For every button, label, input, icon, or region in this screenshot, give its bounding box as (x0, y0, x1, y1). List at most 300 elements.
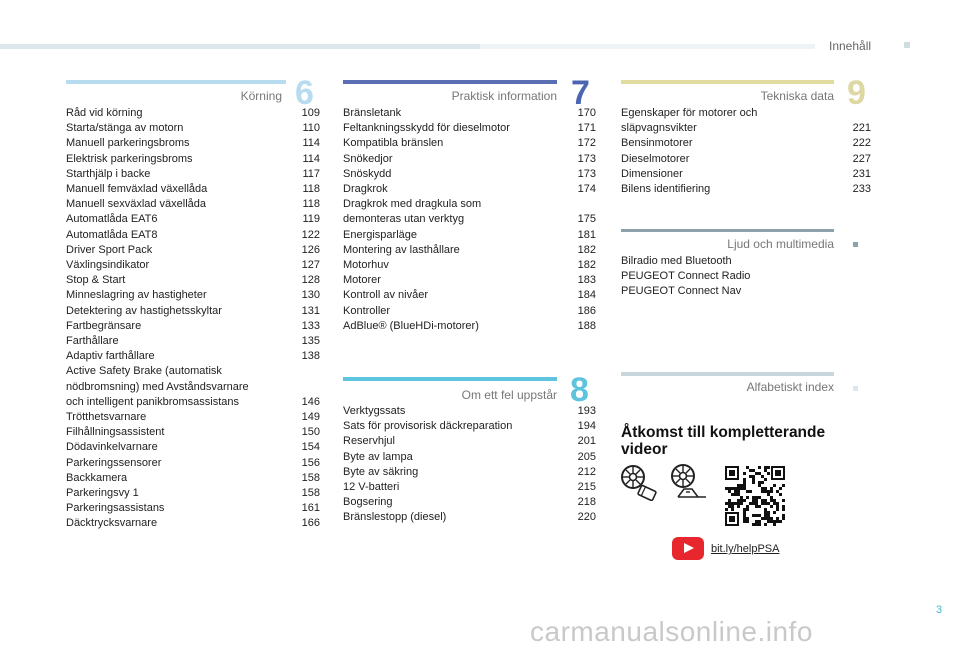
qr-module (767, 517, 770, 520)
qr-module (767, 472, 770, 475)
qr-module (767, 520, 770, 523)
qr-module (752, 499, 755, 502)
toc-entry-title: Motorer (343, 274, 381, 287)
toc-entry-title: Manuell parkeringsbroms (66, 137, 190, 150)
qr-module (737, 499, 740, 502)
toc-entry[interactable] (66, 288, 320, 303)
toc-entry[interactable] (343, 258, 596, 273)
toc-entry-page: 109 (301, 107, 320, 119)
qr-module (776, 520, 779, 523)
qr-module (743, 472, 746, 475)
section-title-index: Alfabetiskt index (746, 380, 834, 394)
toc-entry-page: 173 (577, 152, 596, 165)
qr-module (746, 517, 749, 520)
qr-module (749, 475, 752, 478)
toc-entry[interactable] (343, 106, 596, 121)
toc-entry[interactable] (66, 273, 320, 288)
qr-module (755, 502, 758, 505)
toc-entry-title: Automatlåda EAT6 (66, 213, 158, 226)
toc-entry-title: Dimensioner (621, 167, 683, 180)
toc-entry-page: 212 (577, 465, 596, 478)
qr-module (764, 499, 767, 502)
toc-entry-title: Dieselmotorer (621, 152, 690, 165)
toc-list-praktisk (343, 106, 596, 334)
toc-entry-page: 221 (852, 122, 871, 135)
qr-module (773, 511, 776, 514)
section-title-6: Körning (240, 89, 282, 103)
toc-entry-page: 182 (577, 259, 596, 272)
qr-module (776, 490, 779, 493)
toc-entry-title: Sats för provisorisk däckreparation (343, 420, 513, 433)
qr-module (749, 490, 752, 493)
qr-module (746, 496, 749, 499)
qr-module (743, 520, 746, 523)
toc-entry-title: Farthållare (66, 335, 119, 348)
qr-module (764, 490, 767, 493)
toc-entry-title: Snökedjor (343, 152, 393, 165)
qr-module (767, 511, 770, 514)
qr-module (737, 502, 740, 505)
toc-entry[interactable] (66, 471, 320, 486)
qr-module (773, 499, 776, 502)
toc-entry[interactable] (66, 258, 320, 273)
qr-module (746, 466, 749, 469)
qr-module (782, 508, 785, 511)
toc-entry-page: 233 (852, 183, 871, 196)
qr-module (761, 499, 764, 502)
toc-entry[interactable] (66, 364, 320, 410)
qr-module (764, 469, 767, 472)
toc-entry-title: Automatlåda EAT8 (66, 228, 158, 241)
qr-module (773, 502, 776, 505)
toc-entry-title: Bränsletank (343, 107, 402, 119)
qr-module (782, 514, 785, 517)
qr-module (761, 517, 764, 520)
qr-module (752, 502, 755, 505)
section-number-7: 7 (571, 74, 590, 112)
toc-entry[interactable] (66, 440, 320, 455)
toc-entry-page: 131 (301, 304, 320, 317)
toc-entry-page: 205 (577, 450, 596, 463)
toc-entry-page: 182 (577, 243, 596, 256)
qr-module (755, 520, 758, 523)
qr-module (746, 520, 749, 523)
qr-module (746, 505, 749, 508)
qr-module (773, 523, 776, 526)
toc-entry-page: 194 (577, 420, 596, 433)
toc-entry-title: Bogsering (343, 496, 393, 509)
toc-entry-title: Stop & Start (66, 274, 126, 287)
toc-entry[interactable] (66, 304, 320, 319)
qr-module (758, 481, 761, 484)
toc-entry-page: 122 (301, 228, 320, 241)
qr-module (743, 481, 746, 484)
toc-list-korning (66, 106, 320, 532)
toc-entry-title: Manuell femväxlad växellåda (66, 183, 208, 196)
wheel-tool-icon (621, 463, 657, 506)
toc-entry[interactable] (343, 243, 596, 258)
toc-entry-title: Dragkrok med dragkula som demonteras utan verktyg (343, 198, 482, 226)
toc-entry[interactable] (621, 152, 871, 167)
section-bar-multimedia (621, 229, 834, 232)
qr-module (770, 517, 773, 520)
toc-entry-title: Egenskaper för motorer och släpvagnsvikter (621, 107, 758, 135)
qr-module (767, 466, 770, 469)
qr-module (746, 490, 749, 493)
toc-entry[interactable] (66, 212, 320, 227)
toc-entry-title: Starthjälp i backe (66, 167, 151, 180)
qr-module (740, 487, 743, 490)
toc-entry[interactable] (343, 465, 596, 480)
qr-module (752, 514, 755, 517)
qr-module (779, 520, 782, 523)
toc-entry-title: Motorhuv (343, 259, 389, 272)
qr-module (764, 514, 767, 517)
toc-entry-page: 173 (577, 167, 596, 180)
toc-entry-page: 186 (577, 304, 596, 317)
section-number-8: 8 (570, 371, 589, 409)
toc-entry-title: Filhållningsassistent (66, 426, 165, 439)
toc-entry-page: 172 (577, 137, 596, 150)
section-bar-7 (343, 80, 557, 84)
qr-module (743, 517, 746, 520)
toc-list-tekniska (621, 106, 871, 197)
qr-module (728, 505, 731, 508)
qr-module (758, 472, 761, 475)
qr-code[interactable] (725, 466, 785, 526)
toc-entry-page: 183 (577, 274, 596, 287)
section-bar-9 (621, 80, 834, 84)
qr-module (770, 496, 773, 499)
section-title-9: Tekniska data (760, 89, 834, 103)
toc-entry[interactable] (343, 495, 596, 510)
toc-entry-page: 149 (301, 411, 320, 424)
youtube-icon[interactable] (672, 537, 704, 560)
qr-module (773, 520, 776, 523)
toc-entry-page: 181 (577, 228, 596, 241)
qr-module (752, 496, 755, 499)
toc-entry-page: 174 (577, 183, 596, 196)
qr-module (752, 469, 755, 472)
toc-entry-title: Bränslestopp (diesel) (343, 511, 447, 524)
toc-entry-title: Byte av lampa (343, 450, 413, 463)
qr-module (734, 490, 737, 493)
qr-module (737, 505, 740, 508)
toc-entry-title: Råd vid körning (66, 107, 143, 119)
toc-entry-title: Manuell sexväxlad växellåda (66, 198, 207, 211)
toc-entry[interactable] (621, 182, 871, 197)
qr-module (758, 514, 761, 517)
section-number-9: 9 (847, 74, 866, 112)
qr-module (728, 490, 731, 493)
qr-module (740, 496, 743, 499)
toc-entry-page: 138 (301, 350, 320, 363)
qr-module (755, 499, 758, 502)
qr-module (767, 502, 770, 505)
qr-module (755, 505, 758, 508)
toc-entry[interactable] (343, 273, 596, 288)
qr-module (731, 508, 734, 511)
toc-entry[interactable] (66, 516, 320, 531)
toc-entry-page: 146 (301, 395, 320, 408)
toc-entry-title: Växlingsindikator (66, 259, 150, 272)
toc-entry[interactable] (343, 434, 596, 449)
qr-module (776, 508, 779, 511)
video-heading: Åtkomst till kompletterande videor (621, 424, 826, 458)
qr-module (734, 502, 737, 505)
section-bar-8 (343, 377, 557, 381)
multimedia-marker (853, 242, 858, 247)
qr-module (737, 484, 740, 487)
qr-module (764, 487, 767, 490)
qr-module (764, 466, 767, 469)
qr-module (776, 505, 779, 508)
toc-list-fel (343, 404, 596, 526)
toc-entry-title: PEUGEOT Connect Radio (621, 270, 751, 283)
section-title-8: Om ett fel uppstår (461, 388, 557, 402)
qr-module (743, 511, 746, 514)
toc-entry[interactable] (66, 243, 320, 258)
toc-entry-page: 156 (301, 456, 320, 469)
qr-module (764, 517, 767, 520)
qr-module (728, 499, 731, 502)
toc-entry[interactable] (66, 425, 320, 440)
toc-entry[interactable] (343, 510, 596, 525)
toc-entry[interactable] (621, 269, 834, 284)
toc-entry-title: Bensinmotorer (621, 137, 693, 150)
qr-module (758, 523, 761, 526)
page-header: Innehåll (829, 39, 872, 53)
toc-entry-title: Kompatibla bränslen (343, 137, 444, 150)
toc-entry-title: Feltankningsskydd för dieselmotor (343, 122, 510, 135)
toc-entry[interactable] (621, 167, 871, 182)
qr-module (749, 469, 752, 472)
qr-module (764, 511, 767, 514)
toc-entry-page: 110 (302, 122, 320, 135)
toc-entry-title: Reservhjul (343, 435, 395, 448)
toc-entry-title: Bilens identifiering (621, 183, 711, 196)
toc-entry-title: Verktygssats (343, 405, 406, 417)
toc-entry[interactable] (66, 167, 320, 182)
qr-module (734, 487, 737, 490)
toc-entry-title: Backkamera (66, 471, 128, 484)
header-marker (904, 42, 910, 48)
qr-module (731, 505, 734, 508)
toc-entry[interactable] (66, 319, 320, 334)
toc-entry[interactable] (66, 456, 320, 471)
toc-entry-title: Montering av lasthållare (343, 243, 460, 256)
toc-entry-title: Adaptiv farthållare (66, 350, 155, 363)
help-link[interactable]: bit.ly/helpPSA (711, 543, 780, 555)
qr-module (761, 487, 764, 490)
qr-module (761, 475, 764, 478)
qr-module (752, 478, 755, 481)
qr-module (746, 508, 749, 511)
toc-entry-title: Minneslagring av hastigheter (66, 289, 207, 302)
qr-module (782, 499, 785, 502)
qr-module (740, 484, 743, 487)
toc-entry[interactable] (343, 450, 596, 465)
qr-module (731, 502, 734, 505)
toc-entry-page: 170 (577, 107, 596, 119)
wheel-jack-icon (670, 463, 708, 506)
toc-entry[interactable] (343, 228, 596, 243)
toc-entry-page: 188 (577, 319, 596, 332)
toc-entry[interactable] (343, 136, 596, 151)
toc-entry-page: 119 (302, 213, 320, 226)
toc-entry[interactable] (66, 486, 320, 501)
toc-entry[interactable] (621, 254, 834, 269)
toc-entry-page: 158 (301, 487, 320, 500)
qr-module (743, 478, 746, 481)
toc-entry[interactable] (343, 152, 596, 167)
toc-entry[interactable] (343, 121, 596, 136)
qr-module (743, 514, 746, 517)
qr-module (755, 496, 758, 499)
qr-module (740, 502, 743, 505)
toc-entry[interactable] (66, 410, 320, 425)
toc-entry[interactable] (343, 480, 596, 495)
toc-entry-page: 118 (302, 198, 320, 211)
toc-entry-title: Starta/stänga av motorn (66, 122, 184, 135)
toc-entry-title: Parkeringsvy 1 (66, 487, 139, 500)
qr-module (737, 487, 740, 490)
toc-entry-title: Detektering av hastighetsskyltar (66, 304, 222, 317)
toc-entry[interactable] (66, 349, 320, 364)
qr-module (761, 481, 764, 484)
toc-entry[interactable] (66, 182, 320, 197)
qr-module (767, 490, 770, 493)
qr-module (779, 487, 782, 490)
toc-entry[interactable] (343, 419, 596, 434)
toc-entry-title: Kontroll av nivåer (343, 289, 428, 302)
section-bar-6 (66, 80, 286, 84)
toc-entry-page: 218 (577, 496, 596, 509)
qr-module (743, 499, 746, 502)
toc-entry-page: 126 (301, 243, 320, 256)
qr-module (728, 487, 731, 490)
toc-entry[interactable] (343, 304, 596, 319)
toc-entry-page: 166 (301, 517, 320, 530)
section-title-multimedia: Ljud och multimedia (727, 237, 834, 251)
toc-entry-title: Däcktrycksvarnare (66, 517, 158, 530)
toc-list-multimedia (621, 254, 834, 300)
toc-entry-page: 154 (301, 441, 320, 454)
toc-entry-title: Fartbegränsare (66, 319, 142, 332)
toc-entry[interactable] (621, 136, 871, 151)
toc-entry-title: AdBlue® (BlueHDi-motorer) (343, 319, 479, 332)
toc-entry[interactable] (343, 167, 596, 182)
toc-entry-page: 193 (577, 405, 596, 417)
toc-entry-title: Snöskydd (343, 167, 392, 180)
toc-entry-title: Parkeringssensorer (66, 456, 162, 469)
qr-module (743, 508, 746, 511)
toc-entry[interactable] (343, 319, 596, 334)
toc-entry-page: 135 (301, 335, 320, 348)
qr-module (755, 472, 758, 475)
qr-module (770, 487, 773, 490)
toc-entry-page: 118 (302, 183, 320, 196)
toc-entry-title: Driver Sport Pack (66, 243, 153, 256)
toc-entry[interactable] (343, 182, 596, 197)
qr-module (782, 517, 785, 520)
toc-entry-page: 114 (302, 137, 320, 150)
toc-entry-page: 127 (301, 259, 320, 272)
toc-entry-page: 130 (301, 289, 320, 302)
toc-entry-page: 201 (577, 435, 596, 448)
toc-entry-page: 161 (301, 502, 320, 515)
toc-entry-page: 114 (302, 152, 320, 165)
toc-entry[interactable] (343, 197, 596, 227)
qr-module (743, 487, 746, 490)
qr-module (749, 502, 752, 505)
qr-module (725, 502, 728, 505)
toc-entry-page: 117 (302, 167, 320, 180)
toc-entry[interactable] (66, 501, 320, 516)
toc-entry-page: 215 (577, 481, 596, 494)
toc-entry[interactable] (66, 106, 320, 121)
qr-module (776, 517, 779, 520)
qr-module (764, 508, 767, 511)
section-number-6: 6 (295, 74, 314, 112)
qr-module (734, 493, 737, 496)
qr-module (755, 523, 758, 526)
index-marker (853, 386, 858, 391)
qr-module (731, 493, 734, 496)
toc-entry-page: 231 (852, 167, 871, 180)
watermark: carmanualsonline.info (530, 616, 813, 647)
qr-module (740, 499, 743, 502)
toc-entry[interactable] (66, 334, 320, 349)
section-title-7: Praktisk information (451, 89, 557, 103)
qr-module (761, 502, 764, 505)
qr-module (782, 484, 785, 487)
qr-module (731, 487, 734, 490)
toc-entry-page: 128 (301, 274, 320, 287)
qr-module (782, 505, 785, 508)
qr-module (770, 499, 773, 502)
toc-entry-title: Dödavinkelvarnare (66, 441, 158, 454)
toc-entry-title: Bilradio med Bluetooth (621, 255, 732, 267)
toc-entry[interactable] (66, 121, 320, 136)
toc-entry[interactable] (621, 106, 871, 136)
toc-entry[interactable] (621, 284, 834, 299)
qr-module (737, 490, 740, 493)
toc-entry[interactable] (66, 136, 320, 151)
qr-module (758, 496, 761, 499)
qr-module (776, 502, 779, 505)
qr-module (764, 478, 767, 481)
page-number: 3 (936, 604, 943, 616)
toc-entry[interactable] (66, 197, 320, 212)
toc-entry-page: 158 (301, 471, 320, 484)
qr-module (770, 520, 773, 523)
qr-module (767, 493, 770, 496)
qr-module (770, 505, 773, 508)
qr-module (725, 508, 728, 511)
qr-module (752, 523, 755, 526)
toc-entry[interactable] (343, 404, 596, 419)
toc-entry-title: Byte av säkring (343, 465, 419, 478)
toc-entry-title: Trötthetsvarnare (66, 411, 147, 424)
toc-entry[interactable] (66, 152, 320, 167)
toc-entry[interactable] (343, 288, 596, 303)
toc-entry-page: 150 (301, 426, 320, 439)
qr-module (779, 493, 782, 496)
qr-module (752, 481, 755, 484)
qr-module (767, 514, 770, 517)
toc-entry[interactable] (66, 228, 320, 243)
